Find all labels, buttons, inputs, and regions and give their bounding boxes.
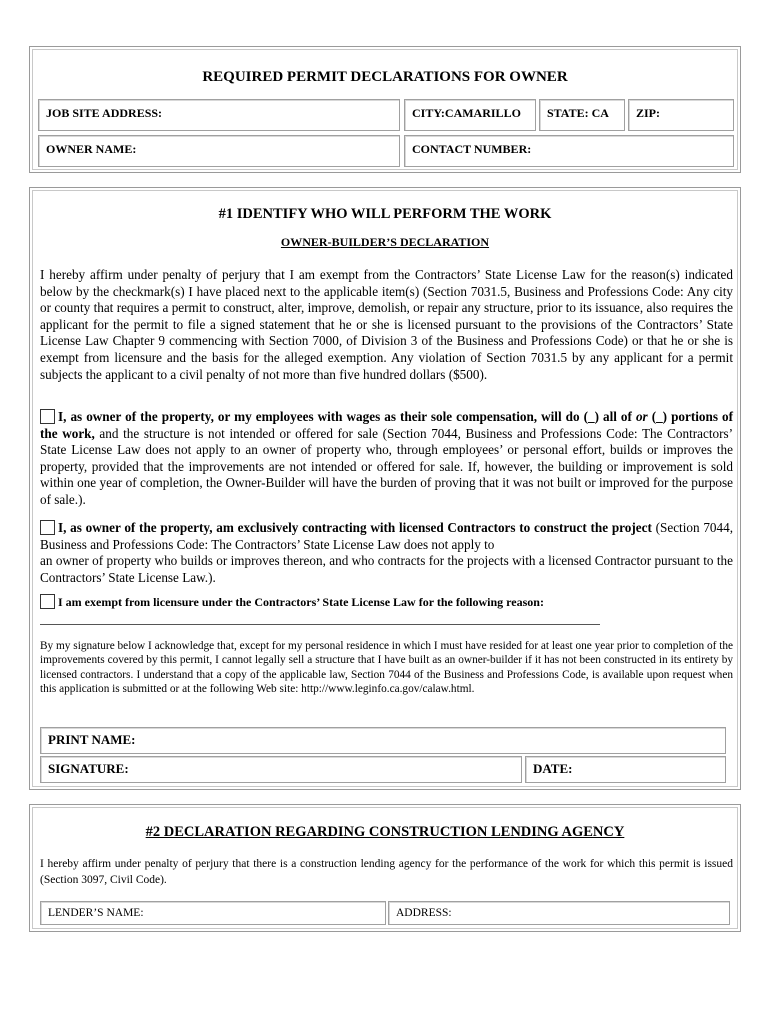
- lender-name-field[interactable]: LENDER’S NAME:: [40, 901, 386, 925]
- signature-field[interactable]: SIGNATURE:: [40, 756, 522, 783]
- option1-checkbox[interactable]: [40, 409, 55, 424]
- acknowledgement-text: By my signature below I acknowledge that, except for my personal residence in which I must have resided for at least one year prior to completion of the improvements covered by this permit, I cannot legally sell a structure that I have built as an owner-builder if it has not been constructed in its entirety by licensed contractors. I understand that a copy of the applicable law, Section 7044 of the Business and Professions Code, is available upon request when this application is submitted or at the following Web site: http://www.leginfo.ca.gov/calaw.html.: [40, 640, 733, 695]
- option2-rest-b: an owner of property who builds or improves thereon, and who contracts for the projects with a licensed Contractor pursuant to the Contractors’ State License Law.).: [40, 553, 733, 585]
- owner-panel-heading: REQUIRED PERMIT DECLARATIONS FOR OWNER: [202, 69, 568, 85]
- contact-number-field[interactable]: CONTACT NUMBER:: [404, 135, 734, 167]
- option3-paragraph: [40, 594, 733, 610]
- option2-bold: I, as owner of the property, am exclusively contracting with licensed Contractors to construct the project: [58, 520, 652, 535]
- owner-info-panel: [29, 46, 741, 173]
- section1-subheading: OWNER-BUILDER’S DECLARATION: [280, 235, 490, 249]
- section1-intro: I hereby affirm under penalty of perjury that I am exempt from the Contractors’ State License Law for the reason(s) indicated below by the checkmark(s) I have placed next to the applicable item(s) (Section 7031.5, Business and Professions Code: Any city or county that requires a permit to construct, alter, improve, demolish, or repair any structure, prior to its issuance, also requires the applicant for the permit to file a signed statement that he or she is licensed pursuant to the provisions of the Contractors’ State License Law Chapter 9 commencing with Section 7000, of Division 3 of the Business and Professions Code) or that he or she is exempt from licensure and the basis for the alleged exemption. Any violation of Section 7031.5 by any applicant for a permit subjects the applicant to a civil penalty of not more than five hundred dollars ($500).: [40, 267, 733, 382]
- option2-paragraph: [40, 520, 733, 586]
- city-field[interactable]: CITY:CAMARILLO: [404, 99, 536, 131]
- state-field[interactable]: STATE: CA: [539, 99, 625, 131]
- option1-paragraph: [40, 409, 733, 509]
- option1-bold-b: (_) portions of the work,: [40, 409, 733, 441]
- option1-bold-a: I, as owner of the property, or my employees with wages as their sole compensation, will do (_) all of: [58, 409, 636, 424]
- option1-rest: and the structure is not intended or offered for sale (Section 7044, Business and Professions Code: The Contractors’ State License Law does not apply to an owner of property who, through employees’ or personal effort, builds or improves the property, provided that the improvements are not intended or offered for sale. If, however, the building or improvement is sold within one year of completion, the Owner-Builder will have the burden of proving that it was not built or improved for the purpose of sale.).: [40, 425, 734, 507]
- option2-rest-a: (Section 7044, Business and Professions Code: The Contractors’ State License Law does not apply to: [40, 520, 733, 552]
- option3-bold: I am exempt from licensure under the Contractors’ State License Law for the following reason:: [58, 595, 544, 609]
- date-field[interactable]: DATE:: [525, 756, 726, 783]
- lender-address-field[interactable]: ADDRESS:: [388, 901, 730, 925]
- section2-panel: [29, 804, 741, 932]
- owner-name-field[interactable]: OWNER NAME:: [38, 135, 400, 167]
- option2-checkbox[interactable]: [40, 520, 55, 535]
- exemption-reason-line[interactable]: [40, 624, 600, 625]
- zip-field[interactable]: ZIP:: [628, 99, 734, 131]
- section2-heading: #2 DECLARATION REGARDING CONSTRUCTION LENDING AGENCY: [145, 824, 625, 840]
- option3-checkbox[interactable]: [40, 594, 55, 609]
- section2-text: I hereby affirm under penalty of perjury that there is a construction lending agency for the performance of the work for which this permit is issued (Section 3097, Civil Code).: [40, 858, 733, 886]
- option1-or: or: [635, 409, 648, 424]
- job-site-address-field[interactable]: JOB SITE ADDRESS:: [38, 99, 400, 131]
- section1-panel: [29, 187, 741, 790]
- section1-heading: #1 IDENTIFY WHO WILL PERFORM THE WORK: [218, 206, 552, 222]
- print-name-field[interactable]: PRINT NAME:: [40, 727, 726, 754]
